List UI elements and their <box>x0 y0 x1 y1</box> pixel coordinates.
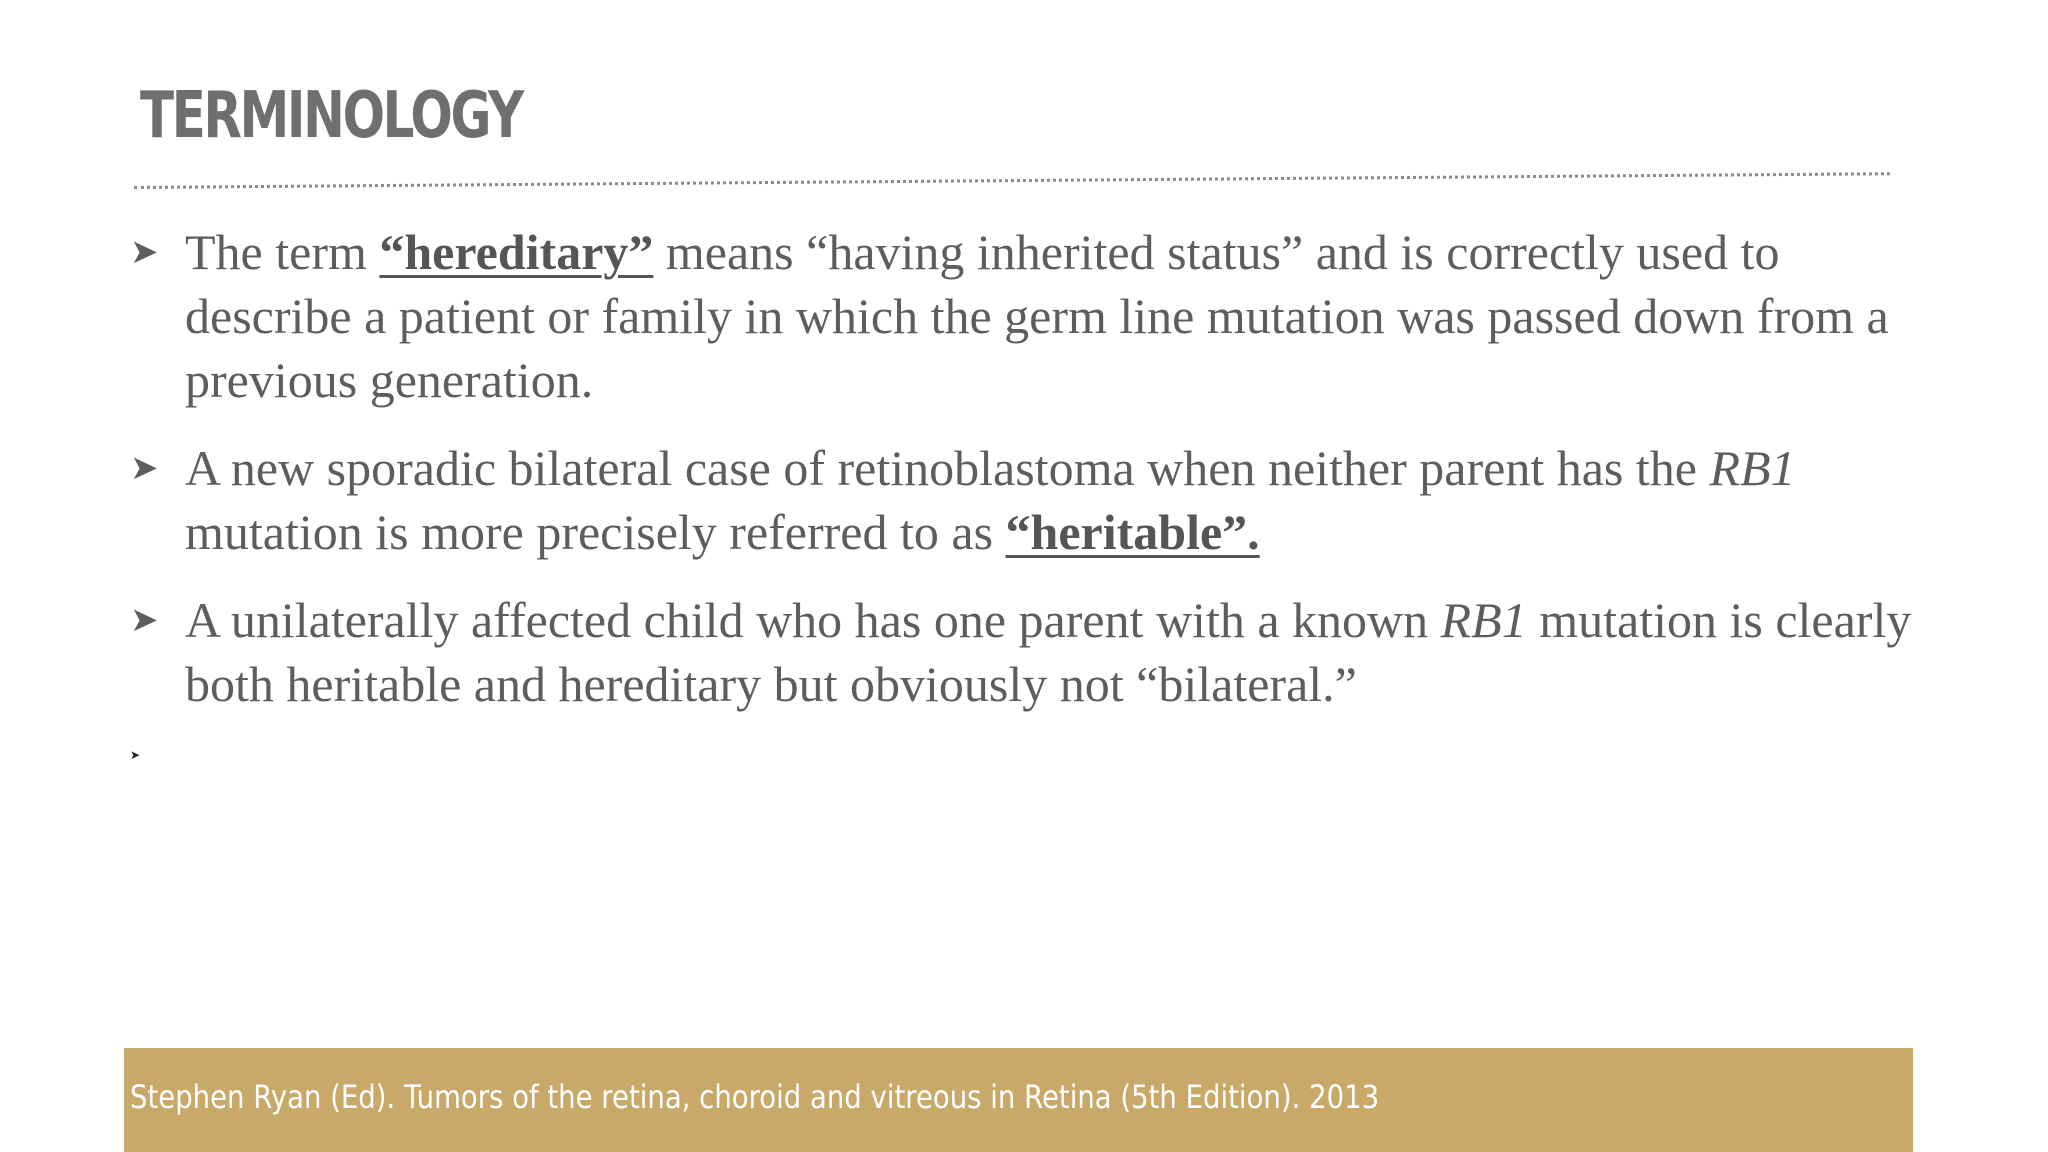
slide-title: TERMINOLOGY <box>140 79 522 153</box>
bullet-unilateral <box>128 588 1928 716</box>
gene-name: RB1 <box>1709 440 1796 496</box>
bullet-hereditary <box>128 220 1928 412</box>
bullet-text: The term <box>185 224 380 280</box>
bullet-list <box>128 220 1928 740</box>
bullet-text: A new sporadic bilateral case of retinoblastoma when neither parent has the <box>185 440 1710 496</box>
citation-text: Stephen Ryan (Ed). Tumors of the retina, choroid and vitreous in Retina (5th Edition). 2013 <box>130 1078 1380 1116</box>
empty-bullet-icon: ➤ <box>130 748 141 762</box>
bullet-text: mutation is clearly both heritable and hereditary but obviously not “bilateral.” <box>185 592 1912 712</box>
bullet-text: A unilaterally affected child who has one parent with a known <box>185 592 1441 648</box>
arrow-bullet-icon: ➤ <box>130 448 159 488</box>
term-heritable: “heritable”. <box>1005 504 1260 560</box>
citation-footer <box>124 1048 1913 1152</box>
arrow-bullet-icon: ➤ <box>130 232 159 272</box>
gene-name: RB1 <box>1440 592 1527 648</box>
title-divider <box>134 172 1890 189</box>
bullet-heritable <box>128 436 1928 564</box>
arrow-bullet-icon: ➤ <box>130 600 159 640</box>
term-hereditary: “hereditary” <box>379 224 654 280</box>
bullet-text: mutation is more precisely referred to as <box>185 504 1006 560</box>
bullet-text: means “having inherited status” and is correctly used to describe a patient or family in which the germ line mutation was passed down from a previous generation. <box>185 224 1889 408</box>
